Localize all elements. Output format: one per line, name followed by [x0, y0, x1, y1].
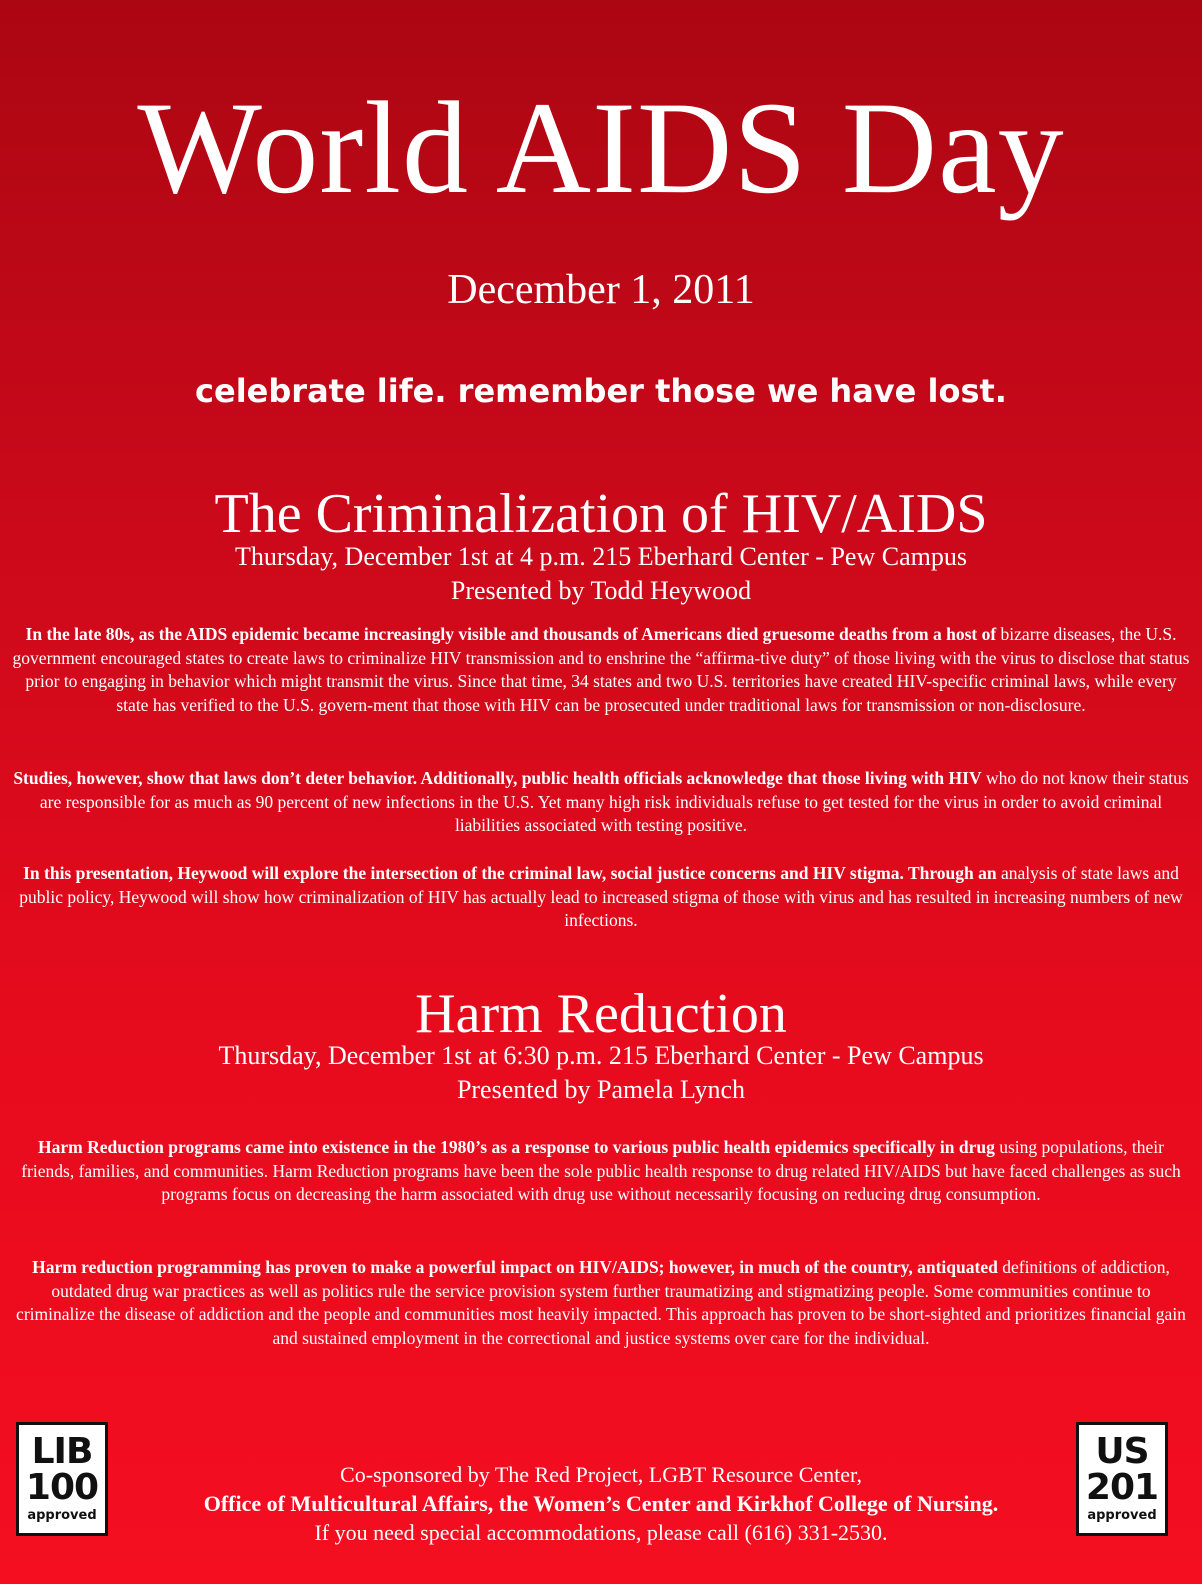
badge-line-3: approved	[1087, 1508, 1157, 1523]
badge-line-1: LIB	[31, 1431, 93, 1472]
section2-when: Thursday, December 1st at 6:30 p.m. 215 Eberhard Center - Pew Campus	[218, 1041, 984, 1070]
paragraph-lead: Harm Reduction programs came into existence in the 1980’s as a response to various public health epidemics specifically in drug	[38, 1137, 995, 1157]
section1-paragraph-2	[12, 767, 1190, 838]
section2-paragraph-2	[12, 1256, 1190, 1350]
paragraph-body: who do not know their status are responsible for as much as 90 percent of new infections in the U.S. Yet many high risk individuals refuse to get tested for the virus in order to avoid criminal liabilities associated with testing positive.	[39, 768, 1189, 835]
event-date: December 1, 2011	[447, 267, 755, 313]
section1-paragraph-3	[12, 862, 1190, 933]
footer-accommodations: If you need special accommodations, please call (616) 331-2530.	[314, 1520, 888, 1545]
badge-line-3: approved	[27, 1508, 97, 1523]
tagline: celebrate life. remember those we have lost.	[195, 372, 1007, 410]
paragraph-body: definitions of addiction, outdated drug war practices as well as politics rule the service provision system further traumatizing and stigmatizing people. Some communities continue to criminalize the disease of addiction and the people and communities most heavily impacted. This approach has proven to be short-sighted and prioritizes financial gain and sustained employment in the correctional and justice systems over care for the individual.	[16, 1257, 1186, 1348]
page-title: World AIDS Day	[137, 74, 1065, 221]
section2-paragraph-1	[12, 1136, 1190, 1207]
us201-badge	[1076, 1422, 1168, 1536]
badge-line-2: 201	[1085, 1467, 1159, 1508]
paragraph-body: analysis of state laws and public policy, Heywood will show how criminalization of HIV has actually lead to increased stigma of those with virus and has resulted in increasing numbers of new infections.	[19, 863, 1183, 930]
paragraph-lead: Studies, however, show that laws don’t deter behavior. Additionally, public health officials acknowledge that those living with HIV	[13, 768, 982, 788]
footer	[130, 1460, 1072, 1547]
section1-when: Thursday, December 1st at 4 p.m. 215 Eberhard Center - Pew Campus	[235, 542, 967, 571]
section2-title: Harm Reduction	[415, 983, 787, 1045]
paragraph-lead: In this presentation, Heywood will explore the intersection of the criminal law, social justice concerns and HIV stigma. Through an	[23, 863, 997, 883]
badge-line-1: US	[1095, 1431, 1149, 1472]
section1-title: The Criminalization of HIV/AIDS	[214, 483, 988, 545]
section1-presenter: Presented by Todd Heywood	[450, 576, 752, 605]
section1-paragraph-1	[12, 623, 1190, 717]
lib100-badge	[16, 1422, 108, 1536]
paragraph-lead: Harm reduction programming has proven to make a powerful impact on HIV/AIDS; however, in much of the country, antiquated	[32, 1257, 998, 1277]
paragraph-body: bizarre diseases, the U.S. government encouraged states to create laws to criminalize HIV transmission and to enshrine the “affirma-tive duty” of those living with the virus to disclose that status prior to engaging in behavior which might transmit the virus. Since that time, 34 states and two U.S. territories have created HIV-specific criminal laws, while every state has verified to the U.S. govern-ment that those with HIV can be prosecuted under traditional laws for transmission or non-disclosure.	[12, 624, 1190, 715]
badge-line-2: 100	[25, 1467, 99, 1508]
paragraph-lead: In the late 80s, as the AIDS epidemic became increasingly visible and thousands of Americans died gruesome deaths from a host of	[25, 624, 997, 644]
footer-cosponsors-2: Office of Multicultural Affairs, the Women’s Center and Kirkhof College of Nursing.	[203, 1491, 999, 1516]
footer-cosponsors: Co-sponsored by The Red Project, LGBT Resource Center,	[340, 1462, 862, 1487]
section2-presenter: Presented by Pamela Lynch	[456, 1075, 746, 1104]
paragraph-body: using populations, their friends, families, and communities. Harm Reduction programs have been the sole public health response to drug related HIV/AIDS but have faced challenges as such programs focus on decreasing the harm associated with drug use without necessarily focusing on reducing drug consumption.	[21, 1137, 1181, 1204]
